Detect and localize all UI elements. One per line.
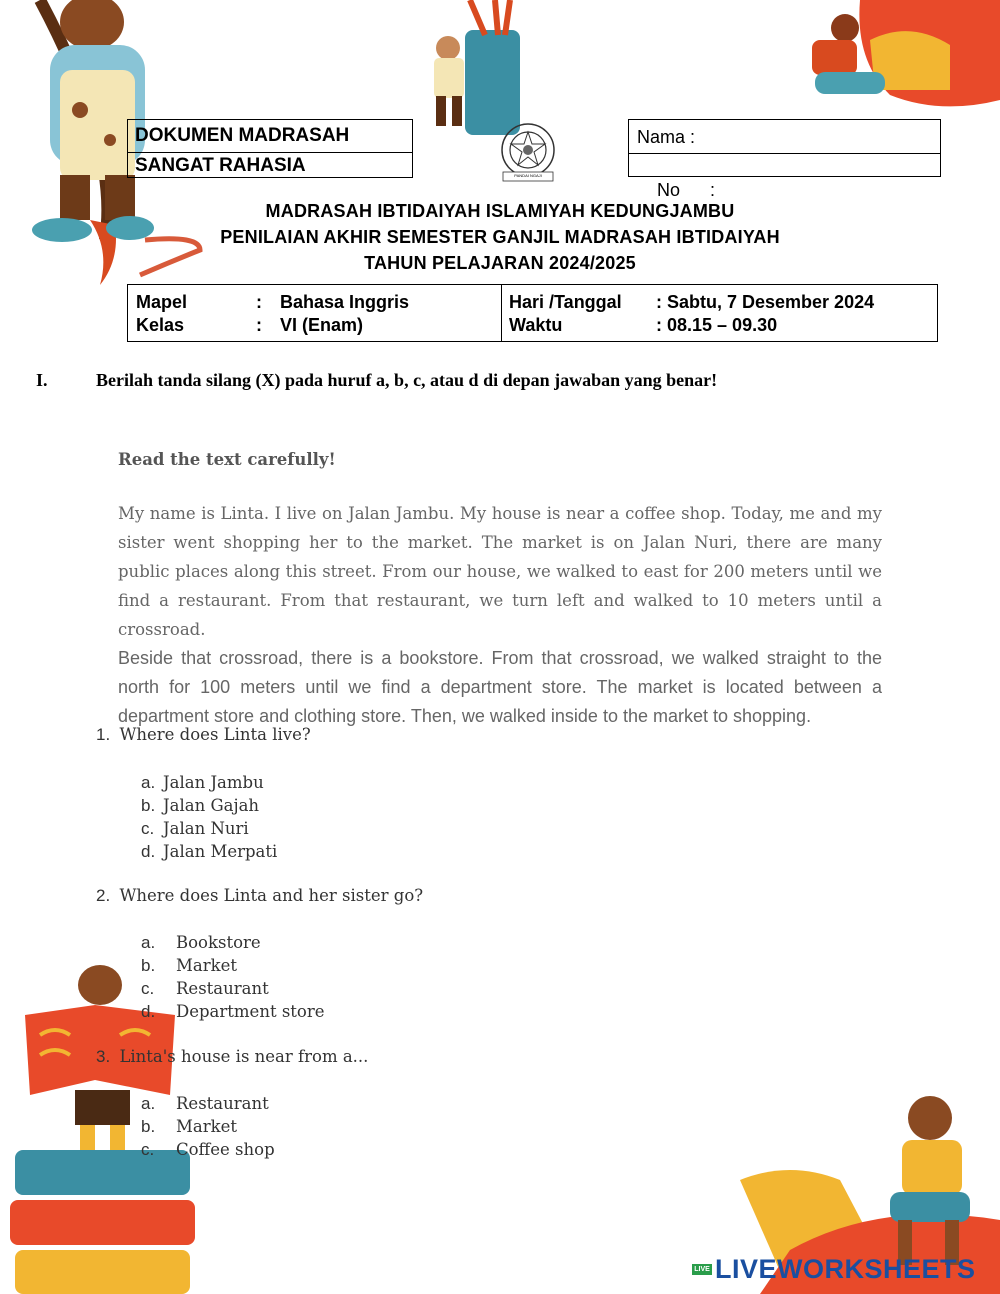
class-colon: :: [256, 315, 262, 335]
document-type-label: DOKUMEN MADRASAH: [128, 120, 412, 153]
question-2-number: 2.: [96, 886, 111, 905]
option-3a[interactable]: a. Restaurant: [141, 1094, 269, 1113]
question-1: [96, 725, 311, 745]
name-label: Nama :: [637, 127, 696, 147]
number-label: No :: [657, 180, 716, 200]
liveworksheets-text: LIVEWORKSHEETS: [715, 1253, 976, 1284]
question-2-text: Where does Linta and her sister go?: [119, 886, 424, 905]
option-1c[interactable]: c. Jalan Nuri: [141, 819, 249, 838]
section-number: I.: [36, 370, 48, 390]
date-label: Hari /Tanggal: [509, 292, 622, 312]
option-2c[interactable]: c. Restaurant: [141, 979, 269, 998]
student-identity-box: [628, 119, 941, 200]
live-badge-icon: LIVE: [692, 1264, 712, 1275]
option-3c[interactable]: c. Coffee shop: [141, 1140, 275, 1159]
option-1d[interactable]: d. Jalan Merpati: [141, 842, 278, 861]
question-3: [96, 1047, 368, 1067]
question-2-options: [141, 931, 325, 1023]
question-3-number: 3.: [96, 1047, 111, 1066]
option-2d[interactable]: d. Department store: [141, 1002, 325, 1021]
subject-label: Mapel: [136, 292, 188, 312]
section-instruction: Berilah tanda silang (X) pada huruf a, b, c, atau d di depan jawaban yang benar!: [96, 370, 718, 390]
exam-info-table: [127, 284, 938, 342]
academic-year-title: TAHUN PELAJARAN 2024/2025: [364, 253, 636, 273]
question-1-number: 1.: [96, 725, 111, 744]
reading-heading: Read the text carefully!: [118, 450, 336, 469]
reading-paragraph-part-2: Beside that crossroad, there is a bookstore. From that crossroad, we walked straight to the north for 100 meters until we find a department store. The market is located between a department store and clothing store. Then, we walked inside to the market to shopping.: [118, 648, 882, 726]
exam-title: PENILAIAN AKHIR SEMESTER GANJIL MADRASAH IBTIDAIYAH: [220, 227, 780, 247]
name-field[interactable]: [629, 120, 940, 154]
time-label: Waktu: [509, 315, 563, 335]
question-3-text: Linta's house is near from a...: [119, 1047, 369, 1066]
subject-colon: :: [256, 292, 262, 312]
school-name-title: MADRASAH IBTIDAIYAH ISLAMIYAH KEDUNGJAMBU: [265, 201, 735, 221]
class-label: Kelas: [136, 315, 185, 335]
confidential-label: SANGAT RAHASIA: [135, 155, 306, 176]
question-3-options: [141, 1092, 275, 1161]
option-1b[interactable]: b. Jalan Gajah: [141, 796, 260, 815]
number-field[interactable]: [629, 154, 940, 200]
question-1-text: Where does Linta live?: [119, 725, 311, 744]
class-value: VI (Enam): [280, 315, 364, 335]
question-2: [96, 886, 423, 906]
logo-motto-text: PANDAI NGAJI: [514, 173, 542, 178]
option-3b[interactable]: b. Market: [141, 1117, 238, 1136]
brush-jar-illustration: [410, 0, 540, 140]
subject-value: Bahasa Inggris: [280, 292, 410, 312]
date-value: : Sabtu, 7 Desember 2024: [656, 292, 875, 312]
reading-girl-backpack-illustration: [800, 0, 1000, 115]
reading-paragraph-part-1: My name is Linta. I live on Jalan Jambu. My house is near a coffee shop. Today, me and my sister went shopping her to the market. The market is on Jalan Nuri, there are many public places along this street. From our house, we walked to east for 200 meters until we find a restaurant. From that restaurant, we turn left and walked to 10 meters until a crossroad.: [118, 504, 882, 639]
question-1-options: [141, 771, 277, 863]
option-2a[interactable]: a. Bookstore: [141, 933, 261, 952]
liveworksheets-logo[interactable]: [692, 1254, 976, 1284]
option-2b[interactable]: b. Market: [141, 956, 238, 975]
time-value: : 08.15 – 09.30: [656, 315, 778, 335]
option-1a[interactable]: a. Jalan Jambu: [141, 773, 264, 792]
document-label-box: [127, 119, 413, 178]
reading-passage: [118, 499, 882, 731]
